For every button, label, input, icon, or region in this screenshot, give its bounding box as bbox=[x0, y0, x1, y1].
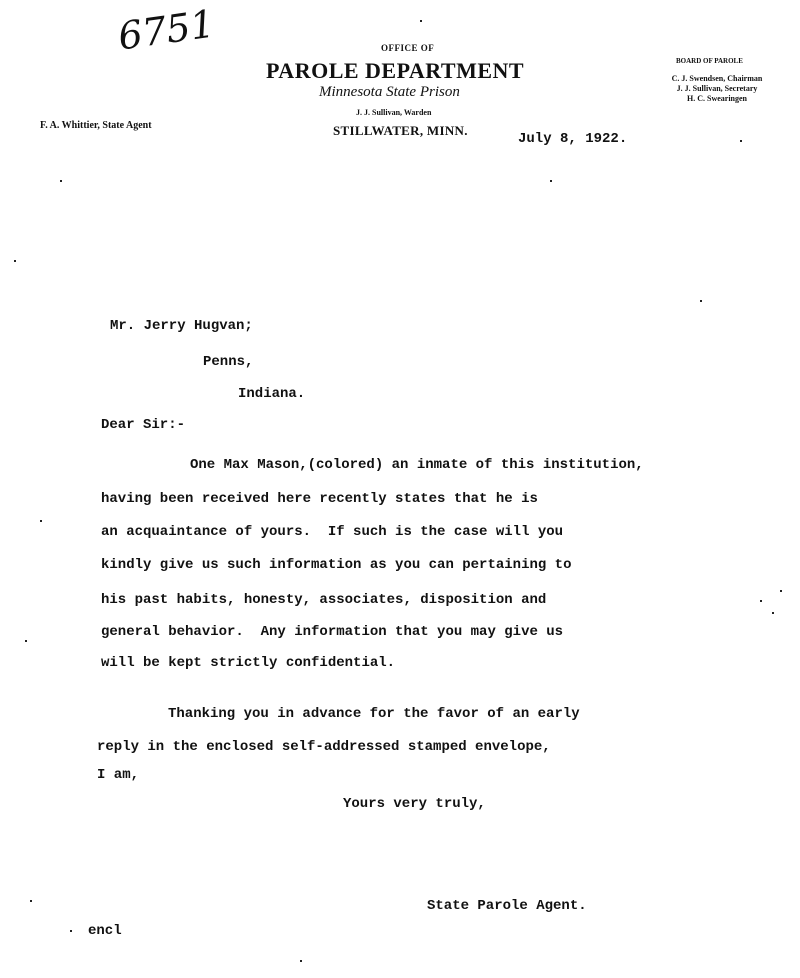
closing-line: reply in the enclosed self-addressed stamped envelope, bbox=[97, 739, 551, 755]
closing-line: I am, bbox=[97, 767, 140, 783]
closing-line: Thanking you in advance for the favor of an early bbox=[168, 706, 580, 722]
body-line: general behavior. Any information that you may give us bbox=[101, 624, 564, 640]
letterhead-city: STILLWATER, MINN. bbox=[333, 123, 468, 138]
body-line: One Max Mason,(colored) an inmate of this institution, bbox=[190, 457, 644, 473]
board-member: C. J. Swendsen, Chairman bbox=[671, 74, 763, 83]
recipient-state: Indiana. bbox=[238, 386, 306, 402]
handwritten-file-number: 6751 bbox=[115, 1, 218, 59]
body-line: having been received here recently states that he is bbox=[101, 491, 538, 507]
body-line: kindly give us such information as you can pertaining to bbox=[101, 557, 572, 573]
letterhead-office-of: OFFICE OF bbox=[381, 43, 435, 53]
recipient-city: Penns, bbox=[203, 354, 254, 370]
recipient-name: Mr. Jerry Hugvan; bbox=[110, 318, 253, 334]
valediction: Yours very truly, bbox=[343, 796, 486, 812]
letterhead-institution: Minnesota State Prison bbox=[319, 84, 460, 100]
letter-date: July 8, 1922. bbox=[518, 131, 628, 147]
board-title: BOARD OF PAROLE bbox=[676, 57, 743, 65]
signature-title: State Parole Agent. bbox=[427, 898, 587, 914]
body-line: an acquaintance of yours. If such is the case will you bbox=[101, 524, 564, 540]
board-member: H. C. Swearingen bbox=[687, 94, 747, 103]
board-member: J. J. Sullivan, Secretary bbox=[676, 84, 758, 93]
enclosure-note: encl bbox=[88, 923, 122, 939]
state-agent-name: F. A. Whittier, State Agent bbox=[40, 120, 152, 131]
letterhead-department: PAROLE DEPARTMENT bbox=[266, 58, 525, 83]
salutation: Dear Sir:- bbox=[101, 417, 186, 433]
body-line: will be kept strictly confidential. bbox=[101, 655, 396, 671]
letterhead-warden: J. J. Sullivan, Warden bbox=[356, 108, 432, 117]
body-line: his past habits, honesty, associates, disposition and bbox=[101, 592, 547, 608]
